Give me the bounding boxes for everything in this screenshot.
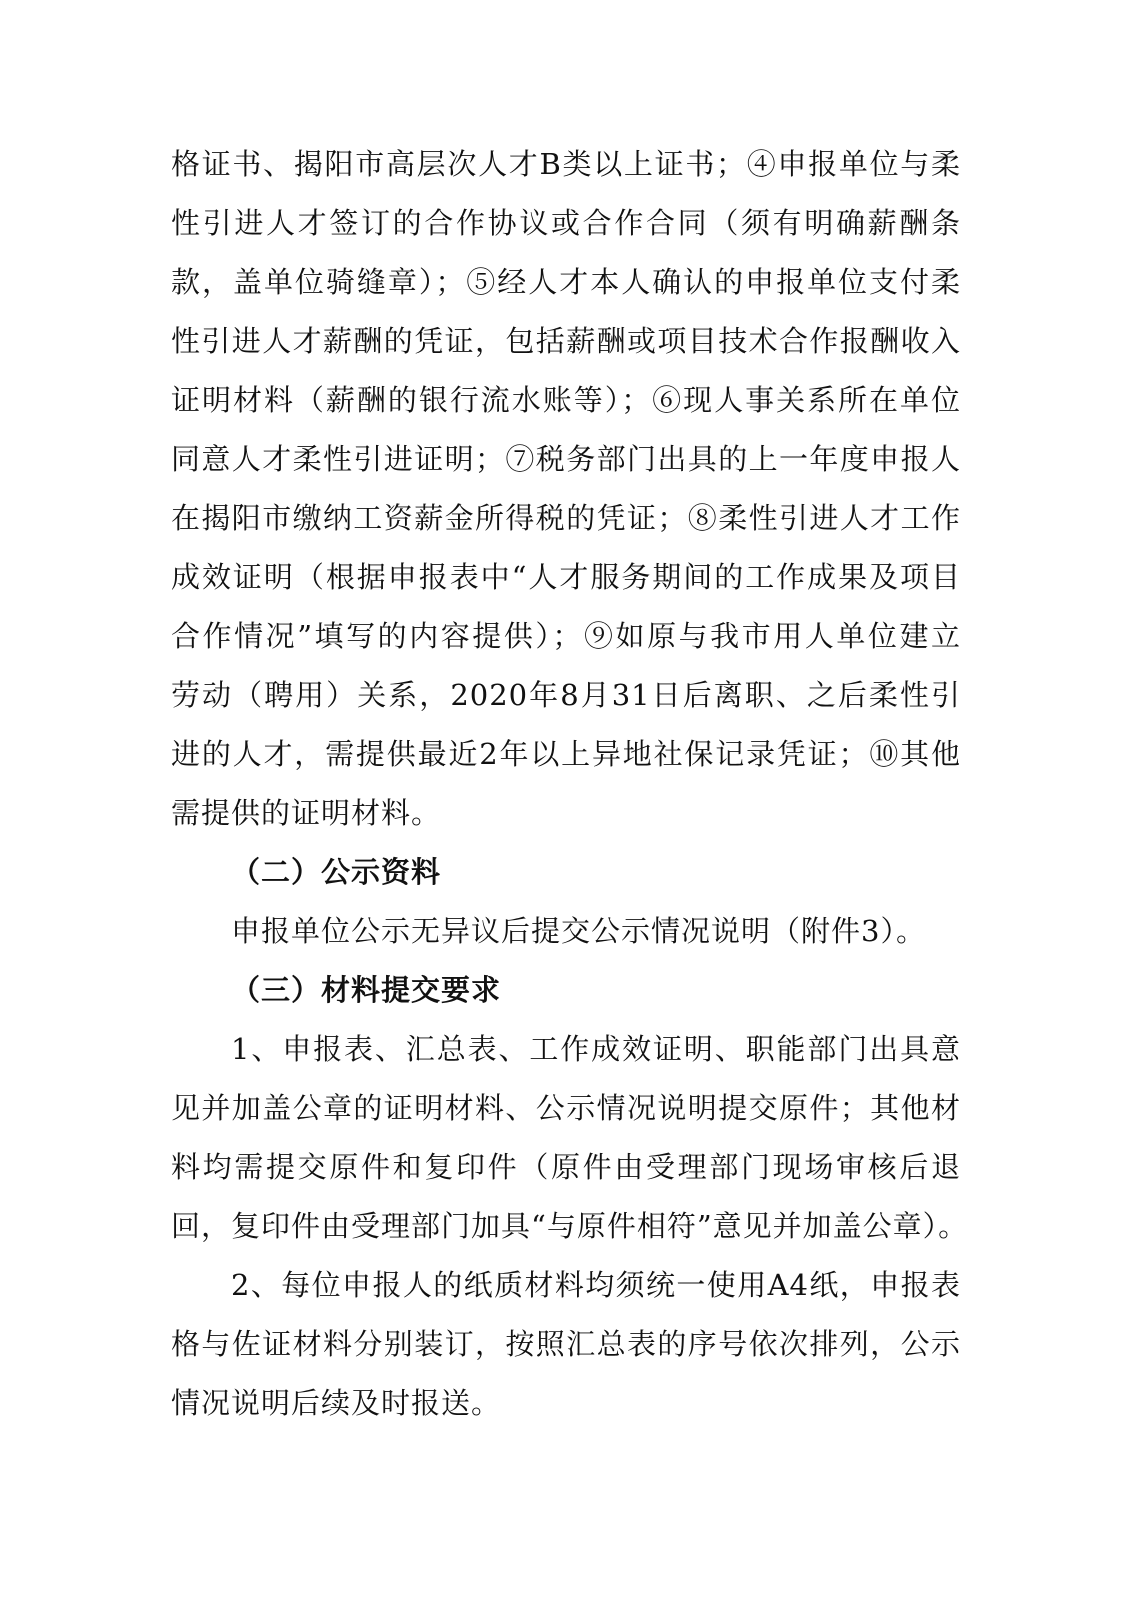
paragraph-publicity: 申报单位公示无异议后提交公示情况说明（附件3）。 [231, 914, 926, 948]
paragraph-line-10: 劳动（聘用）关系，2020年8月31日后离职、之后柔性引 [171, 678, 961, 712]
item-2-line-2: 格与佐证材料分别装订，按照汇总表的序号依次排列，公示 [171, 1327, 961, 1361]
paragraph-line-4: 性引进人才薪酬的凭证，包括薪酬或项目技术合作报酬收入 [171, 324, 961, 358]
paragraph-line-1: 格证书、揭阳市高层次人才B类以上证书；④申报单位与柔 [171, 147, 961, 181]
item-2-line-3: 情况说明后续及时报送。 [171, 1386, 502, 1420]
section-heading-publicity: （二）公示资料 [231, 855, 442, 889]
item-1-line-4: 回，复印件由受理部门加具“与原件相符”意见并加盖公章）。 [171, 1209, 969, 1243]
item-1-line-3: 料均需提交原件和复印件（原件由受理部门现场审核后退 [171, 1150, 961, 1184]
paragraph-line-9: 合作情况”填写的内容提供）；⑨如原与我市用人单位建立 [171, 619, 961, 653]
section-heading-submission: （三）材料提交要求 [231, 973, 502, 1007]
item-1-line-2: 见并加盖公章的证明材料、公示情况说明提交原件；其他材 [171, 1091, 961, 1125]
paragraph-line-8: 成效证明（根据申报表中“人才服务期间的工作成果及项目 [171, 560, 961, 594]
paragraph-line-2: 性引进人才签订的合作协议或合作合同（须有明确薪酬条 [171, 206, 961, 240]
item-2-line-1: 2、每位申报人的纸质材料均须统一使用A4纸，申报表 [231, 1268, 961, 1302]
paragraph-line-7: 在揭阳市缴纳工资薪金所得税的凭证；⑧柔性引进人才工作 [171, 501, 961, 535]
paragraph-line-5: 证明材料（薪酬的银行流水账等）；⑥现人事关系所在单位 [171, 383, 961, 417]
paragraph-line-11: 进的人才，需提供最近2年以上异地社保记录凭证；⑩其他 [171, 737, 961, 771]
paragraph-line-6: 同意人才柔性引进证明；⑦税务部门出具的上一年度申报人 [171, 442, 961, 476]
paragraph-line-3: 款，盖单位骑缝章）；⑤经人才本人确认的申报单位支付柔 [171, 265, 961, 299]
paragraph-line-12: 需提供的证明材料。 [171, 796, 442, 830]
item-1-line-1: 1、申报表、汇总表、工作成效证明、职能部门出具意 [231, 1032, 961, 1066]
